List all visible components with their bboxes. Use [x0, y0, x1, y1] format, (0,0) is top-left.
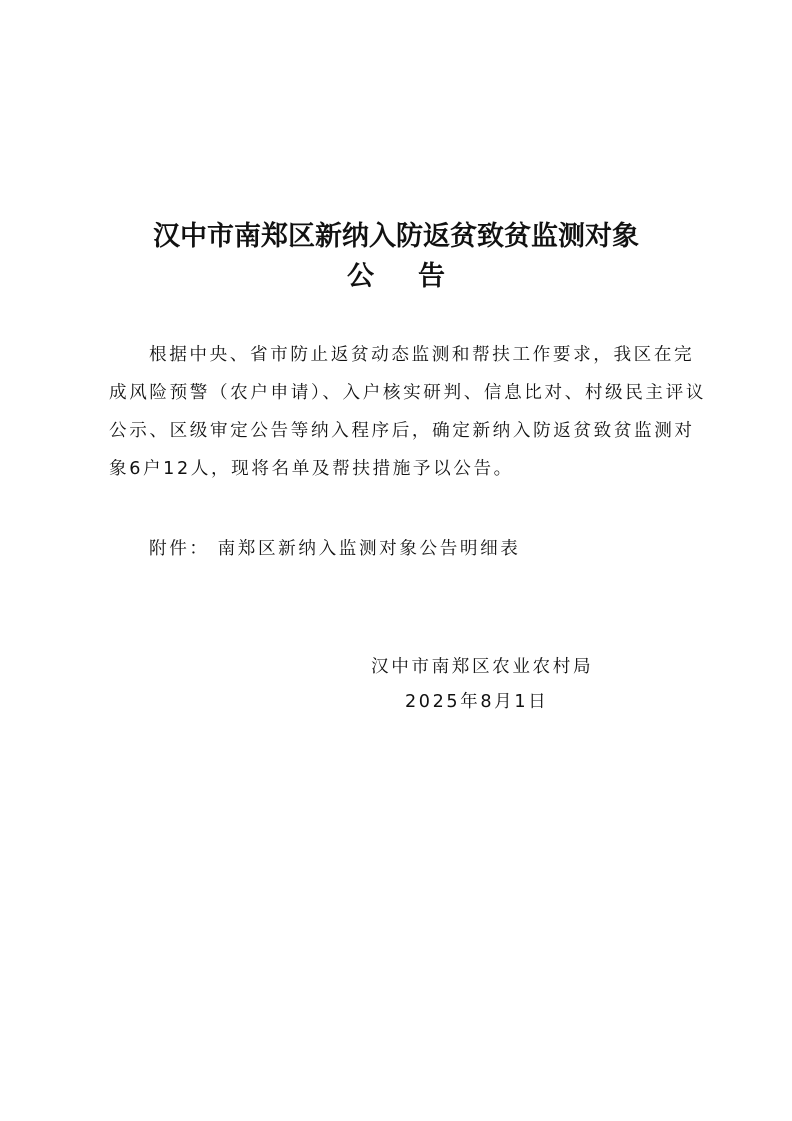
document-title-notice: 公告	[347, 261, 489, 292]
attachment-label: 附件：	[149, 539, 210, 559]
attachment-text: 南郑区新纳入监测对象公告明细表	[217, 539, 521, 559]
document-title: 汉中市南郑区新纳入防返贫致贫监测对象	[153, 221, 639, 252]
signature-organization: 汉中市南郑区农业农村局	[371, 657, 594, 677]
signature-date: 2025年8月1日	[405, 692, 549, 712]
attachment-line	[149, 533, 521, 565]
body-paragraph: 根据中央、省市防止返贫动态监测和帮扶工作要求，我区在完成风险预警（农户申请）、入户核实研判、信息比对、村级民主评议公示、区级审定公告等纳入程序后，确定新纳入防返贫致贫监测对象6户12人，现将名单及帮扶措施予以公告。	[109, 345, 707, 479]
